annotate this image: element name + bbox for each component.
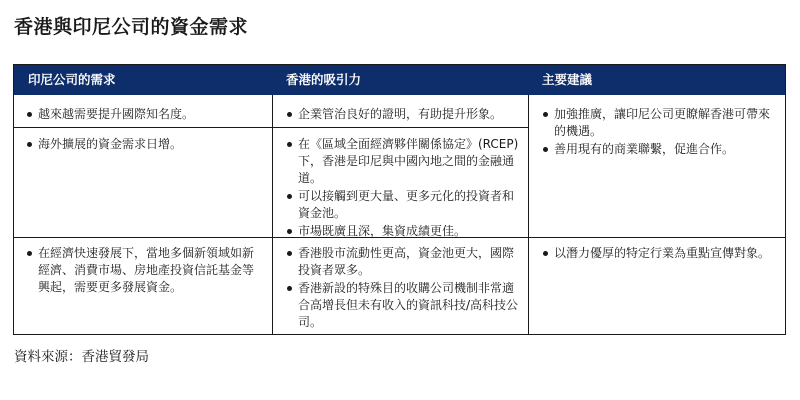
table-cell [24, 245, 264, 297]
column-header-recommendations: 主要建議 [542, 72, 593, 87]
list-item: 善用現有的商業聯繫，促進合作。 [540, 141, 776, 158]
table-cell [24, 136, 264, 154]
list-item: 加強推廣，讓印尼公司更瞭解香港可帶來的機遇。 [540, 106, 776, 140]
table-cell [284, 136, 520, 241]
list-item: 越來越需要提升國際知名度。 [24, 106, 264, 123]
table-header [14, 65, 785, 95]
source-note: 資料來源：香港貿發局 [14, 349, 149, 365]
table-cell [284, 106, 520, 124]
table-cell [284, 245, 520, 332]
list-item: 海外擴展的資金需求日增。 [24, 136, 264, 153]
row-divider [14, 127, 528, 128]
column-divider [528, 95, 529, 334]
table-cell [540, 245, 776, 263]
page-title: 香港與印尼公司的資金需求 [14, 16, 249, 38]
list-item: 市場既廣且深，集資成績更佳。 [284, 223, 520, 240]
list-item: 香港新設的特殊目的收購公司機制非常適合高增長但未有收入的資訊科技/高科技公司。 [284, 280, 520, 331]
list-item: 可以接觸到更大量、更多元化的投資者和資金池。 [284, 188, 520, 222]
list-item: 以潛力優厚的特定行業為重點宣傳對象。 [540, 245, 776, 262]
list-item: 在《區域全面經濟夥伴關係協定》(RCEP)下，香港是印尼與中國內地之間的金融通道。 [284, 136, 520, 187]
list-item: 在經濟快速發展下，當地多個新領域如新經濟、消費市場、房地產投資信託基金等興起，需要更多發展資金。 [24, 245, 264, 296]
table-cell [540, 106, 776, 159]
column-header-hk-appeal: 香港的吸引力 [286, 72, 362, 87]
list-item: 企業管治良好的證明，有助提升形象。 [284, 106, 520, 123]
requirements-table [13, 64, 786, 335]
column-header-indonesia-needs: 印尼公司的需求 [28, 72, 116, 87]
column-divider [272, 95, 273, 334]
table-cell [24, 106, 264, 124]
list-item: 香港股市流動性更高，資金池更大，國際投資者眾多。 [284, 245, 520, 279]
